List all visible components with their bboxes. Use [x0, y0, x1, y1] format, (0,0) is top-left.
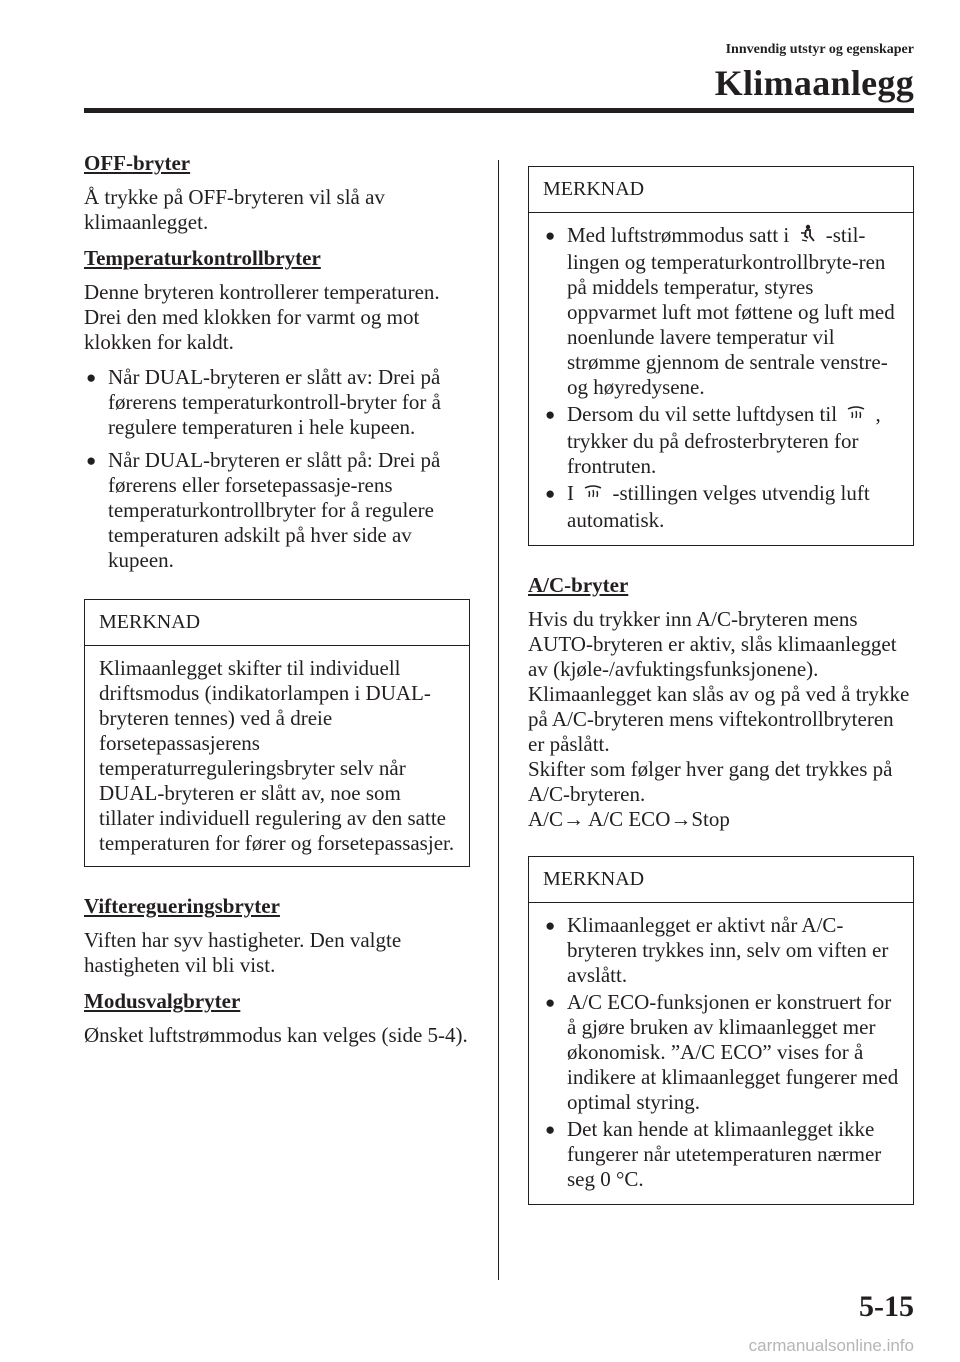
column-divider [498, 160, 499, 1280]
page-number: 5-15 [859, 1290, 914, 1323]
fan-switch-text: Viften har syv hastigheter. Den valgte hastigheten vil bli vist. [84, 928, 402, 977]
fan-switch-heading: Vifteregueringsbryter [84, 894, 280, 918]
list-item [543, 223, 899, 400]
list-item-text: Når DUAL-bryteren er slått av: Drei på førerens temperaturkontroll-bryter for å regulere temperaturen i hele kupeen. [108, 365, 441, 439]
list-item [543, 990, 899, 1115]
list-item [543, 1117, 899, 1192]
left-column [84, 150, 470, 1058]
mode-switch-heading: Modusvalgbryter [84, 989, 241, 1013]
bullet-icon: ● [545, 483, 556, 503]
list-item [84, 365, 470, 440]
list-item [543, 481, 899, 533]
list-item-text: I [567, 480, 574, 505]
note-box [84, 599, 470, 867]
list-item-text: Med luftstrømmodus satt i [567, 223, 790, 247]
ac-switch-heading: A/C-bryter [528, 572, 629, 597]
list-item-text: , trykker du på defrosterbryteren for frontruten. [567, 402, 881, 478]
note-label: MERKNAD [85, 600, 469, 646]
defroster-icon [846, 404, 866, 429]
temperature-switch-heading: Temperaturkontrollbryter [84, 246, 321, 270]
list-item [84, 448, 470, 573]
defroster-icon [583, 483, 603, 508]
list-item-text: -stillingen velges utvendig luft automatisk. [567, 480, 870, 532]
list-item-text: Klimaanlegget er aktivt når A/C-bryteren trykkes inn, selv om viften er avslått. [567, 912, 889, 987]
note-box [528, 856, 914, 1205]
bullet-icon: ● [545, 226, 556, 245]
bullet-icon: ● [545, 1119, 556, 1139]
header-section: Innvendig utstyr og egenskaper [725, 42, 914, 57]
note-box [528, 166, 914, 546]
temperature-switch-text: Denne bryteren kontrollerer temperaturen. Drei den med klokken for varmt og mot klokken for kaldt. [84, 280, 440, 354]
header-rule [84, 108, 914, 113]
list-item [543, 913, 899, 988]
right-column [528, 166, 914, 1231]
list-item-text: -stil-lingen og temperaturkontrollbryte-ren på middels temperatur, styres oppvarmet luft mot føttene og luft med noenlunde lavere temperatur vil strømme gjennom de sentrale venstre- og høyredysene. [567, 223, 895, 400]
bullet-icon: ● [86, 368, 97, 387]
list-item-text: Når DUAL-bryteren er slått på: Drei på førerens eller forsetepassasje-rens temperaturkontrollbryter for å regulere temperaturen adskilt på hver side av kupeen. [108, 448, 441, 572]
ac-switch-text: Hvis du trykker inn A/C-bryteren mens AUTO-bryteren er aktiv, slås klimaanlegget av (kjøle-/avfuktingsfunksjonene). [528, 606, 897, 681]
off-switch-text: Å trykke på OFF-bryteren vil slå av klimaanlegget. [84, 185, 385, 234]
bullet-icon: ● [86, 451, 97, 470]
watermark: carmanualsonline.info [748, 1336, 914, 1355]
floor-vent-mode-icon [799, 224, 817, 250]
ac-switch-text: Skifter som følger hver gang det trykkes på A/C-bryteren. [528, 756, 893, 806]
list-item-text: A/C ECO-funksjonen er konstruert for å gjøre bruken av klimaanlegget mer økonomisk. ”A/C ECO” vises for å indikere at klimaanlegget fungerer med optimal styring. [567, 989, 899, 1114]
list-item-text: Det kan hende at klimaanlegget ikke fungerer når utetemperaturen nærmer seg 0 °C. [567, 1116, 882, 1191]
ac-switch-text: Klimaanlegget kan slås av og på ved å trykke på A/C-bryteren mens viftekontrollbryteren er påslått. [528, 681, 910, 756]
bullet-icon: ● [545, 915, 556, 935]
off-switch-heading: OFF-bryter [84, 151, 191, 175]
note-text: Klimaanlegget skifter til individuell driftsmodus (indikatorlampen i DUAL-bryteren tennes) ved å dreie forsetepassasjerens temperaturreguleringsbryter selv når DUAL-bryteren er slått av, noe som tillater individuell regulering av den satte temperaturen for fører og forsetepassasjer. [99, 656, 455, 855]
list-item [543, 402, 899, 479]
bullet-icon: ● [545, 405, 556, 425]
list-item-text: Dersom du vil sette luftdysen til [567, 402, 838, 427]
bullet-icon: ● [545, 992, 556, 1012]
note-label: MERKNAD [529, 167, 913, 213]
note-label: MERKNAD [529, 857, 913, 903]
page-title: Klimaanlegg [714, 63, 914, 103]
mode-switch-text: Ønsket luftstrømmodus kan velges (side 5-4). [84, 1023, 468, 1047]
ac-mode-sequence: A/C→ A/C ECO→Stop [528, 806, 730, 831]
